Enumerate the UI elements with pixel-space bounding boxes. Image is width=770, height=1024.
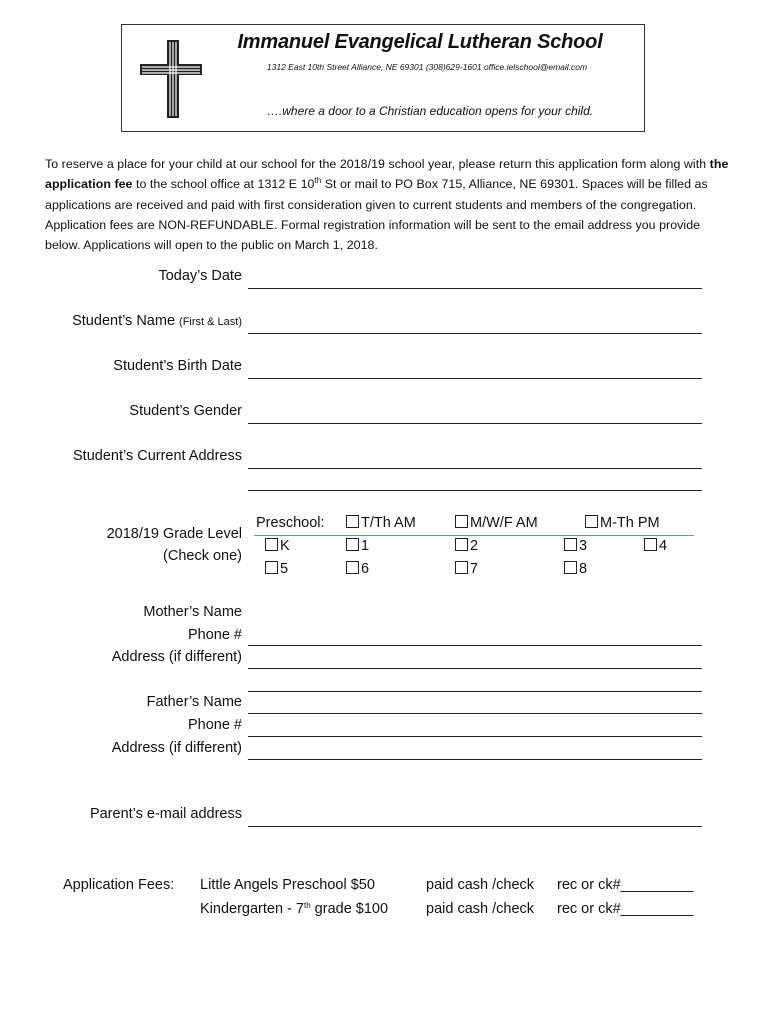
- school-name: Immanuel Evangelical Lutheran School: [237, 31, 603, 53]
- school-address: 1312 East 10th Street Alliance, NE 69301 (308)629-1601 office.ielschool@email.com: [266, 62, 588, 72]
- father-name-label: Father’s Name: [146, 694, 242, 710]
- checkbox-icon[interactable]: [564, 538, 577, 551]
- option-grade-5[interactable]: 5: [265, 561, 288, 577]
- current-address-label: Student’s Current Address: [73, 448, 242, 464]
- parent-email-label: Parent’s e-mail address: [89, 806, 242, 822]
- option-grade-7[interactable]: 7: [455, 561, 478, 577]
- mother-address-field[interactable]: [248, 668, 702, 669]
- todays-date-field[interactable]: [248, 288, 702, 289]
- student-name-field[interactable]: [248, 333, 702, 334]
- mother-phone-field[interactable]: [248, 645, 702, 646]
- mother-address-field-2[interactable]: [248, 691, 702, 692]
- birth-date-field[interactable]: [248, 378, 702, 379]
- father-phone-field[interactable]: [248, 736, 702, 737]
- checkbox-icon[interactable]: [346, 561, 359, 574]
- option-grade-4[interactable]: 4: [644, 538, 667, 554]
- student-name-label: Student’s Name (First & Last): [72, 313, 242, 329]
- father-address-label: Address (if different): [111, 740, 242, 756]
- option-mth-pm[interactable]: M-Th PM: [585, 515, 660, 531]
- father-phone-label: Phone #: [187, 717, 242, 733]
- checkbox-icon[interactable]: [265, 538, 278, 551]
- school-tagline: ….where a door to a Christian education opens for your child.: [266, 104, 594, 118]
- checkbox-icon[interactable]: [346, 515, 359, 528]
- checkbox-icon[interactable]: [564, 561, 577, 574]
- father-name-field[interactable]: [248, 713, 702, 714]
- mother-phone-label: Phone #: [187, 627, 242, 643]
- option-grade-1[interactable]: 1: [346, 538, 369, 554]
- checkbox-icon[interactable]: [455, 538, 468, 551]
- cross-logo-icon: [140, 40, 202, 118]
- preschool-underline: [254, 535, 694, 536]
- parent-email-field[interactable]: [248, 826, 702, 827]
- checkbox-icon[interactable]: [346, 538, 359, 551]
- checkbox-icon[interactable]: [455, 515, 468, 528]
- todays-date-label: Today’s Date: [158, 268, 242, 284]
- paid-cash-check-2: paid cash /check: [426, 901, 535, 917]
- option-grade-8[interactable]: 8: [564, 561, 587, 577]
- gender-field[interactable]: [248, 423, 702, 424]
- option-grade-3[interactable]: 3: [564, 538, 587, 554]
- option-grade-k[interactable]: K: [265, 538, 290, 554]
- checkbox-icon[interactable]: [585, 515, 598, 528]
- fee-kindergarten: Kindergarten - 7th grade $100: [200, 901, 389, 917]
- check-one-label: (Check one): [163, 548, 242, 564]
- gender-label: Student’s Gender: [129, 403, 242, 419]
- mother-address-label: Address (if different): [111, 649, 242, 665]
- option-grade-2[interactable]: 2: [455, 538, 478, 554]
- application-fees-label: Application Fees:: [63, 877, 175, 893]
- option-tth-am[interactable]: T/Th AM: [346, 515, 416, 531]
- receipt-number-2[interactable]: rec or ck#_________: [557, 901, 694, 917]
- paid-cash-check-1: paid cash /check: [426, 877, 535, 893]
- current-address-field-2[interactable]: [248, 490, 702, 491]
- checkbox-icon[interactable]: [644, 538, 657, 551]
- fee-preschool: Little Angels Preschool $50: [200, 877, 375, 893]
- option-mwf-am[interactable]: M/W/F AM: [455, 515, 538, 531]
- grade-level-label: 2018/19 Grade Level: [106, 526, 242, 542]
- father-address-field[interactable]: [248, 759, 702, 760]
- option-grade-6[interactable]: 6: [346, 561, 369, 577]
- mother-name-label: Mother’s Name: [143, 604, 242, 620]
- birth-date-label: Student’s Birth Date: [113, 358, 242, 374]
- intro-paragraph: To reserve a place for your child at our school for the 2018/19 school year, please return this application form along with the application fee to the school office at 1312 E 10th St or mail to PO Box 715, Alliance, NE 69301. Spaces will be filled as applications are received and paid with first consideration given to current students and members of the congregation. Application fees are NON-REFUNDABLE. Formal registration information will be sent to the email address you provide below. Applications will open to the public on March 1, 2018.: [45, 157, 729, 253]
- current-address-field[interactable]: [248, 468, 702, 469]
- receipt-number-1[interactable]: rec or ck#_________: [557, 877, 694, 893]
- checkbox-icon[interactable]: [455, 561, 468, 574]
- preschool-label: Preschool:: [256, 515, 325, 531]
- checkbox-icon[interactable]: [265, 561, 278, 574]
